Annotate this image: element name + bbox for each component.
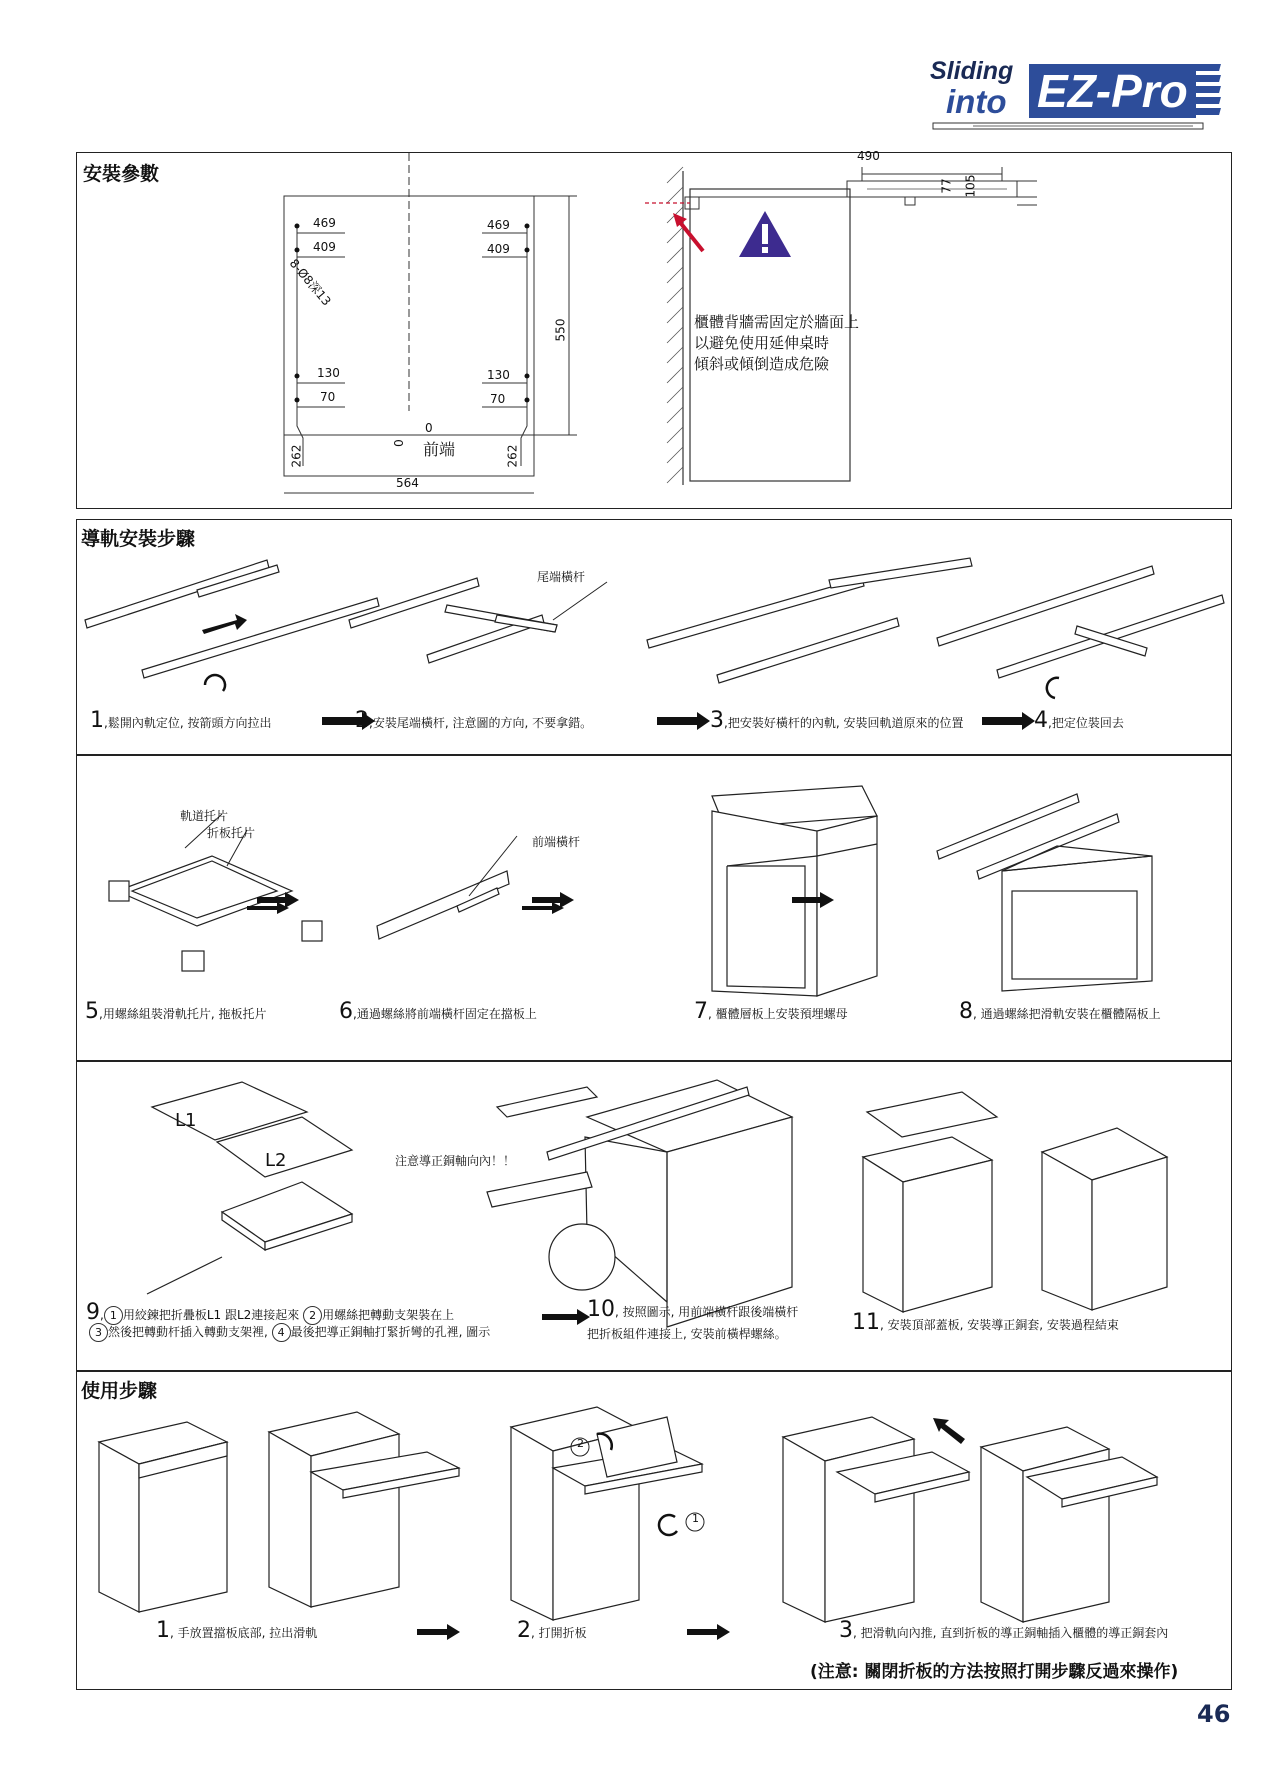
circle-label-1: 1 [692, 1512, 699, 1525]
logo-rail-graphic [933, 121, 1203, 133]
section-rail-install-steps [76, 519, 1232, 755]
dim-469-right: 469 [487, 218, 510, 232]
step-8: 8, 通過螺絲把滑軌安裝在櫃體隔板上 [959, 999, 1161, 1024]
usage-step-3: 3, 把滑軌向內推, 直到折板的導正銅軸插入櫃體的導正銅套內 [839, 1618, 1169, 1643]
step-9-line-1: 9, 1 用絞鍊把折疊板L1 跟L2連接起來 2 用螺絲把轉動支架裝在上 [86, 1300, 455, 1325]
circle-label-2: 2 [577, 1437, 584, 1450]
usage-step-1: 1, 手放置擋板底部, 拉出滑軌 [156, 1618, 318, 1643]
step-7: 7, 櫃體層板上安裝預埋螺母 [694, 999, 848, 1024]
step-9-line-2: 3 然後把轉動杆插入轉動支架裡, 4 最後把導正銅軸打緊折彎的孔裡, 圖示 [89, 1323, 490, 1342]
step-3: 3,把安裝好橫杆的內軌, 安裝回軌道原來的位置 [710, 708, 964, 733]
page-number: 46 [1197, 1700, 1231, 1728]
note-copper-axis: 注意導正銅軸向內！！ [395, 1154, 516, 1168]
dim-105: 105 [963, 174, 978, 198]
dim-490: 490 [857, 149, 880, 163]
dim-77: 77 [939, 178, 954, 194]
callout-rail-bracket: 軌道托片 [180, 809, 229, 823]
warning-line-1: 櫃體背牆需固定於牆面上 [694, 313, 860, 331]
section-fold-board-steps [76, 1061, 1232, 1371]
callout-front-bar: 前端橫杆 [532, 835, 581, 849]
callout-rear-bar: 尾端橫杆 [537, 570, 586, 584]
section-title: 安裝參數 [83, 163, 160, 185]
callout-board-bracket: 折板托片 [207, 826, 256, 840]
dim-0-vertical: 0 [391, 439, 406, 447]
step-4: 4,把定位裝回去 [1034, 708, 1124, 733]
label-l1: L1 [175, 1110, 197, 1131]
dim-564: 564 [396, 476, 419, 490]
logo-word-sliding: Sliding [930, 57, 1014, 85]
warning-line-3: 傾斜或傾倒造成危險 [694, 355, 830, 373]
section-title: 導軌安裝步驟 [81, 528, 196, 550]
section-install-parameters [76, 149, 1232, 509]
step-1: 1,鬆開內軌定位, 按箭頭方向拉出 [90, 708, 272, 733]
step-6: 6,通過螺絲將前端橫杆固定在擋板上 [339, 999, 537, 1024]
section-usage-steps [76, 1371, 1232, 1690]
usage-step-2: 2, 打開折板 [517, 1618, 587, 1643]
step-5: 5,用螺絲組裝滑軌托片, 拖板托片 [85, 999, 267, 1024]
dim-262-left: 262 [289, 444, 304, 468]
logo-brand-box: EZ-Pro [1029, 64, 1196, 118]
step-10-line-1: 10, 按照圖示, 用前端橫杆跟後端橫杆 [587, 1297, 799, 1322]
section-bracket-install-steps [76, 755, 1232, 1061]
step-11: 11, 安裝頂部蓋板, 安裝導正銅套, 安裝過程結束 [852, 1310, 1119, 1335]
dim-130-left: 130 [317, 366, 340, 380]
dim-130-right: 130 [487, 368, 510, 382]
logo-stripes-icon [1190, 64, 1220, 118]
dim-holes: 8-Ø8深13 [286, 256, 334, 309]
dim-0-horizontal: 0 [425, 421, 433, 435]
label-l2: L2 [265, 1150, 287, 1171]
dim-409-right: 409 [487, 242, 510, 256]
section-title: 使用步驟 [81, 1380, 158, 1402]
front-label: 前端 [423, 440, 456, 459]
closing-note: (注意: 關閉折板的方法按照打開步驟反過來操作) [810, 1662, 1179, 1682]
logo-word-into: into [946, 83, 1007, 120]
step-10-line-2: 把折板組件連接上, 安裝前橫桿螺絲。 [587, 1327, 787, 1341]
dim-469-left: 469 [313, 216, 336, 230]
dim-550: 550 [553, 318, 568, 342]
dim-262-right: 262 [505, 444, 520, 468]
warning-line-2: 以避免使用延伸桌時 [694, 334, 830, 352]
dim-70-left: 70 [320, 390, 336, 404]
dim-70-right: 70 [490, 392, 506, 406]
dim-409-left: 409 [313, 240, 336, 254]
step-2: 2,安裝尾端橫杆, 注意圖的方向, 不要拿錯。 [355, 708, 593, 733]
